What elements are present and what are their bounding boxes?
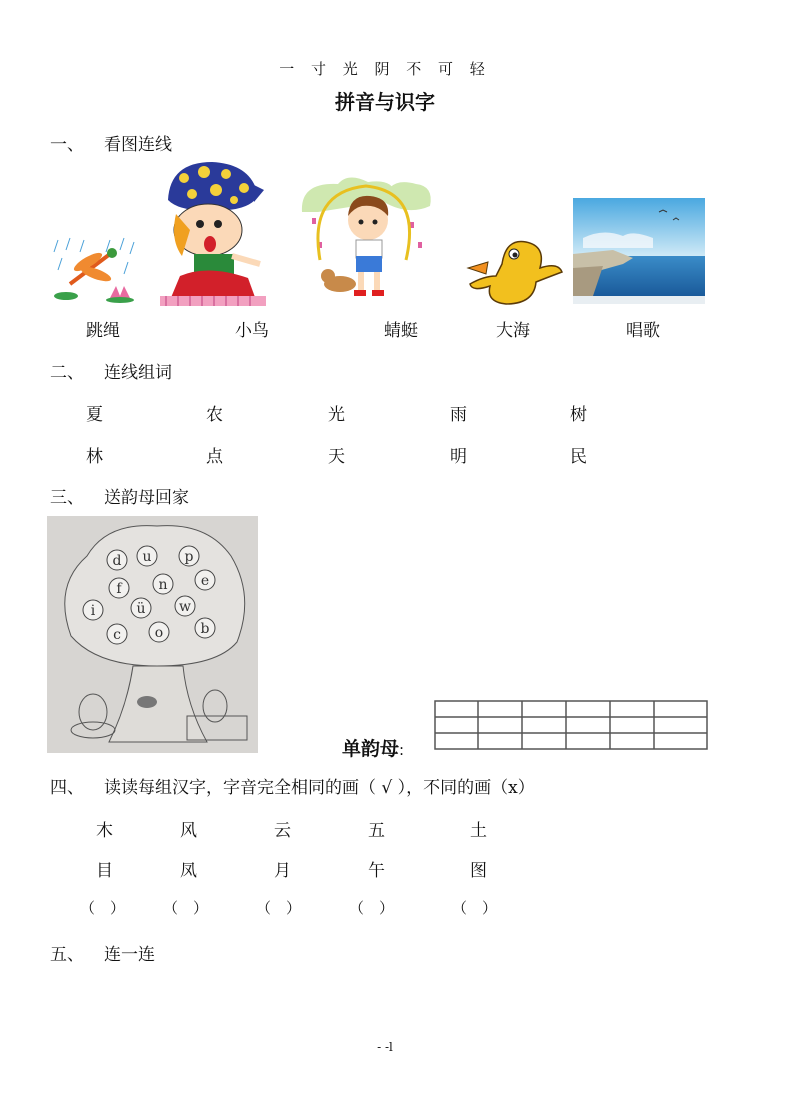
tree-letter: p [184,549,194,565]
section4-number: 四、 [50,778,84,798]
section4-title: 读读每组汉字，字音完全相同的画（ √ ），不同的画（x） [104,778,535,798]
section4-heading [50,773,535,798]
section2-heading [50,358,172,383]
tree-letter: f [116,581,122,597]
answer-blank[interactable]: （ ） [349,899,395,917]
tree-letter: n [158,577,168,593]
word-char: 农 [206,405,223,425]
tree-letter: u [142,549,152,565]
jump-rope-boy-picture [298,172,434,304]
dragonfly-picture [50,236,138,304]
section2-title: 连线组词 [104,363,172,383]
char-item: 图 [470,861,487,881]
caption-sea: 大海 [496,321,530,341]
tree-letter: w [179,599,191,615]
writing-grid[interactable] [434,695,708,751]
char-item: 木 [96,821,113,841]
section3-title: 送韵母回家 [104,488,189,508]
section5-number: 五、 [50,945,84,965]
char-item: 土 [470,821,487,841]
section1-heading [50,130,172,155]
char-item: 午 [368,861,385,881]
section5-title: 连一连 [104,945,155,965]
motto: 一 寸 光 阴 不 可 轻 [279,60,491,78]
answer-blank[interactable]: （ ） [256,899,302,917]
tree-letter: d [112,553,122,569]
sea-picture [573,198,705,304]
caption-jump-rope: 跳绳 [86,321,120,341]
section2-number: 二、 [50,363,84,383]
section1-title: 看图连线 [104,135,172,155]
tree-letter: b [200,621,210,637]
word-char: 树 [570,405,587,425]
bird-picture [466,232,564,306]
page-footer: - -l [377,1040,393,1054]
word-char: 雨 [450,405,467,425]
word-char: 光 [328,405,345,425]
vowel-label-colon: : [399,741,405,759]
vowel-tree-picture [47,516,258,753]
char-item: 五 [368,821,385,841]
word-char: 民 [570,447,587,467]
word-char: 点 [206,447,223,467]
tree-letter: ü [136,601,146,617]
caption-singing: 唱歌 [626,321,660,341]
char-item: 目 [96,861,113,881]
tree-letter: c [113,627,121,643]
word-char: 夏 [86,405,103,425]
page-title: 拼音与识字 [335,90,435,114]
tree-letter: o [154,625,164,641]
char-item: 风 [180,821,197,841]
section3-heading [50,483,189,508]
tree-letter: i [90,603,96,619]
tree-letter: e [200,573,210,589]
answer-blank[interactable]: （ ） [163,899,209,917]
char-item: 云 [274,821,291,841]
char-item: 月 [274,861,291,881]
answer-blank[interactable]: （ ） [80,899,126,917]
char-item: 凤 [180,861,197,881]
word-char: 天 [328,447,345,467]
vowel-label-text: 单韵母 [342,738,400,760]
answer-blank[interactable]: （ ） [452,899,498,917]
caption-bird: 小鸟 [235,321,269,341]
vowel-label [342,734,404,761]
word-char: 明 [450,447,467,467]
word-char: 林 [86,447,103,467]
singing-girl-picture [160,160,266,306]
section1-number: 一、 [50,135,84,155]
caption-dragonfly: 蜻蜓 [384,321,418,341]
section5-heading [50,940,155,965]
section3-number: 三、 [50,488,84,508]
